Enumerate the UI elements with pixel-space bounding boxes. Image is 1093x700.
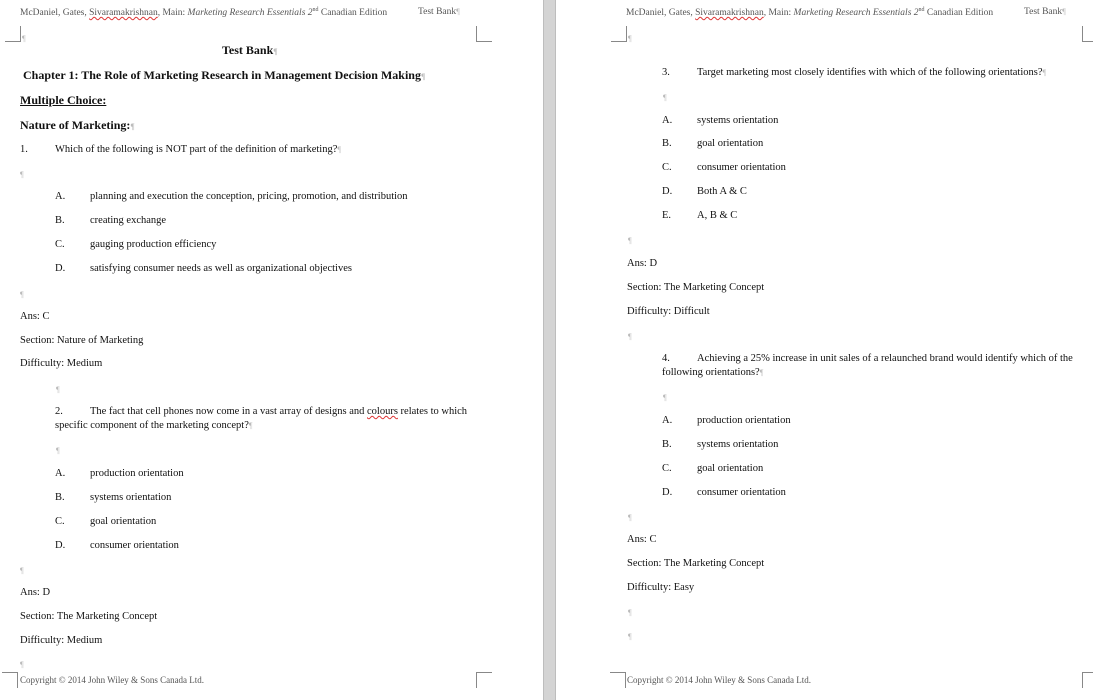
answer-line: Ans: C: [20, 311, 50, 322]
option-text: gauging production efficiency: [90, 239, 217, 250]
page-footer: Copyright © 2014 John Wiley & Sons Canada Ltd.: [627, 675, 812, 685]
misspelled-word[interactable]: Sivaramakrishnan: [89, 8, 158, 19]
difficulty-line: Difficulty: Easy: [627, 582, 695, 593]
option-text: creating exchange: [90, 215, 167, 226]
option-text: A, B & C: [697, 210, 738, 221]
option-letter: C.: [662, 162, 672, 173]
option-letter: C.: [662, 463, 672, 474]
document-title: Test Bank¶: [222, 43, 278, 57]
option-letter: C.: [55, 516, 65, 527]
crop-mark-top-left: [611, 26, 627, 42]
crop-mark-top-right: [476, 26, 492, 42]
paragraph-mark: ¶: [22, 34, 26, 43]
misspelled-word[interactable]: colours: [367, 406, 398, 417]
crop-mark-bottom-left: [2, 672, 18, 688]
crop-mark-top-right: [1082, 26, 1093, 42]
answer-line: Ans: D: [20, 587, 51, 598]
option-letter: D.: [55, 263, 66, 274]
option-letter: A.: [55, 191, 66, 202]
option-text: goal orientation: [90, 516, 157, 527]
option-letter: A.: [662, 415, 673, 426]
document-page-right: McDaniel, Gates, Sivaramakrishnan, Main: Marketing Research Essentials 2nd Canadian Edition Test Bank¶ ¶ 3. Target marketing most closely identifies with which of the following orientations?¶ ¶ A. systems orientation B. goal orientation C. consumer orientation D. Both A & C E. A, B & C ¶ Ans: D Section: The Marketing Concept Difficulty: Difficult ¶ 4. Achieving a 25% increase in unit sales of a relaunched brand would identify which of the following orientations?¶ ¶ A. production orientation B. systems orientation C. goal orientation D. consumer orientation ¶ Ans: C Section: The Marketing Concept Difficulty: Easy ¶ ¶ Copyright © 2014 John Wiley & Sons Canada Ltd.: [556, 0, 1093, 700]
question-2-text-cont: specific component of the marketing concept?¶: [55, 420, 253, 431]
question-1-text: Which of the following is NOT part of the definition of marketing?¶: [55, 144, 341, 155]
option-letter: B.: [662, 138, 672, 149]
question-1-number: 1.: [20, 144, 28, 155]
option-letter: C.: [55, 239, 65, 250]
option-letter: E.: [662, 210, 672, 221]
option-text: systems orientation: [90, 492, 172, 503]
option-text: production orientation: [697, 415, 791, 426]
option-text: production orientation: [90, 468, 184, 479]
option-text: planning and execution the conception, pricing, promotion, and distribution: [90, 191, 408, 202]
misspelled-word[interactable]: Sivaramakrishnan: [695, 8, 764, 19]
crop-mark-bottom-right: [476, 672, 492, 688]
section-heading: Multiple Choice:: [20, 93, 107, 107]
answer-line: Ans: C: [627, 534, 657, 545]
option-text: goal orientation: [697, 463, 764, 474]
option-text: consumer orientation: [697, 162, 786, 173]
document-page-left: McDaniel, Gates, Sivaramakrishnan, Main: Marketing Research Essentials 2nd Canadian Edition Test Bank¶ ¶ Test Bank¶ Chapter 1: The Role of Marketing Research in Management Decision Making¶ Multiple Choice: Nature of Marketing:¶ 1. Which of the following is NOT part of the definition of marketing?¶ ¶ A. planning and execution the conception, pricing, promotion, and distribution B. creating exchange C. gauging production efficiency D. satisfying consumer needs as well as organizational objectives ¶ Ans: C Section: Nature of Marketing Difficulty: Medium ¶ 2. The fact that cell phones now come in a vast array of designs and colours relates to which specific component of the marketing concept?¶ ¶ A. production orientation B. systems orientation C. goal orientation D. consumer orientation ¶ Ans: D Section: The Marketing Concept Difficulty: Medium ¶ Copyright © 2014 John Wiley & Sons Canada Ltd.: [0, 0, 543, 700]
answer-line: Ans: D: [627, 258, 658, 269]
option-letter: B.: [662, 439, 672, 450]
page-footer: Copyright © 2014 John Wiley & Sons Canada Ltd.: [20, 675, 205, 685]
option-letter: D.: [662, 186, 673, 197]
header-doc-label: Test Bank¶: [418, 7, 460, 17]
option-letter: B.: [55, 492, 65, 503]
option-text: consumer orientation: [90, 540, 179, 551]
option-letter: B.: [55, 215, 65, 226]
crop-mark-top-left: [5, 26, 21, 42]
question-2-number: 2.: [55, 406, 63, 417]
crop-mark-bottom-right: [1082, 672, 1093, 688]
running-header: McDaniel, Gates, Sivaramakrishnan, Main: Marketing Research Essentials 2nd Canadian Edition: [626, 7, 994, 19]
option-text: systems orientation: [697, 115, 779, 126]
question-4-text: Achieving a 25% increase in unit sales of a relaunched brand would identify which of the: [697, 353, 1073, 364]
question-3-number: 3.: [662, 67, 670, 78]
option-letter: D.: [662, 487, 673, 498]
topic-heading: Nature of Marketing:¶: [20, 118, 135, 132]
page-gutter: [543, 0, 556, 700]
question-4-number: 4.: [662, 353, 670, 364]
section-line: Section: The Marketing Concept: [20, 611, 158, 622]
difficulty-line: Difficulty: Medium: [20, 358, 103, 369]
option-letter: A.: [55, 468, 66, 479]
question-2-text: The fact that cell phones now come in a vast array of designs and colours relates to which: [90, 406, 468, 417]
running-header: McDaniel, Gates, Sivaramakrishnan, Main: Marketing Research Essentials 2nd Canadian Edition: [20, 7, 388, 19]
crop-mark-bottom-left: [610, 672, 626, 688]
paragraph-mark: ¶: [628, 34, 632, 43]
difficulty-line: Difficulty: Difficult: [627, 306, 710, 317]
section-line: Section: Nature of Marketing: [20, 335, 144, 346]
option-text: systems orientation: [697, 439, 779, 450]
option-letter: D.: [55, 540, 66, 551]
option-text: satisfying consumer needs as well as organizational objectives: [90, 263, 352, 274]
header-doc-label: Test Bank¶: [1024, 7, 1066, 17]
question-3-text: Target marketing most closely identifies with which of the following orientations?¶: [697, 67, 1047, 78]
section-line: Section: The Marketing Concept: [627, 282, 765, 293]
question-4-text-cont: following orientations?¶: [662, 367, 764, 378]
option-text: consumer orientation: [697, 487, 786, 498]
chapter-title: Chapter 1: The Role of Marketing Research in Management Decision Making¶: [23, 68, 426, 82]
difficulty-line: Difficulty: Medium: [20, 635, 103, 646]
section-line: Section: The Marketing Concept: [627, 558, 765, 569]
option-text: goal orientation: [697, 138, 764, 149]
option-letter: A.: [662, 115, 673, 126]
option-text: Both A & C: [697, 186, 747, 197]
